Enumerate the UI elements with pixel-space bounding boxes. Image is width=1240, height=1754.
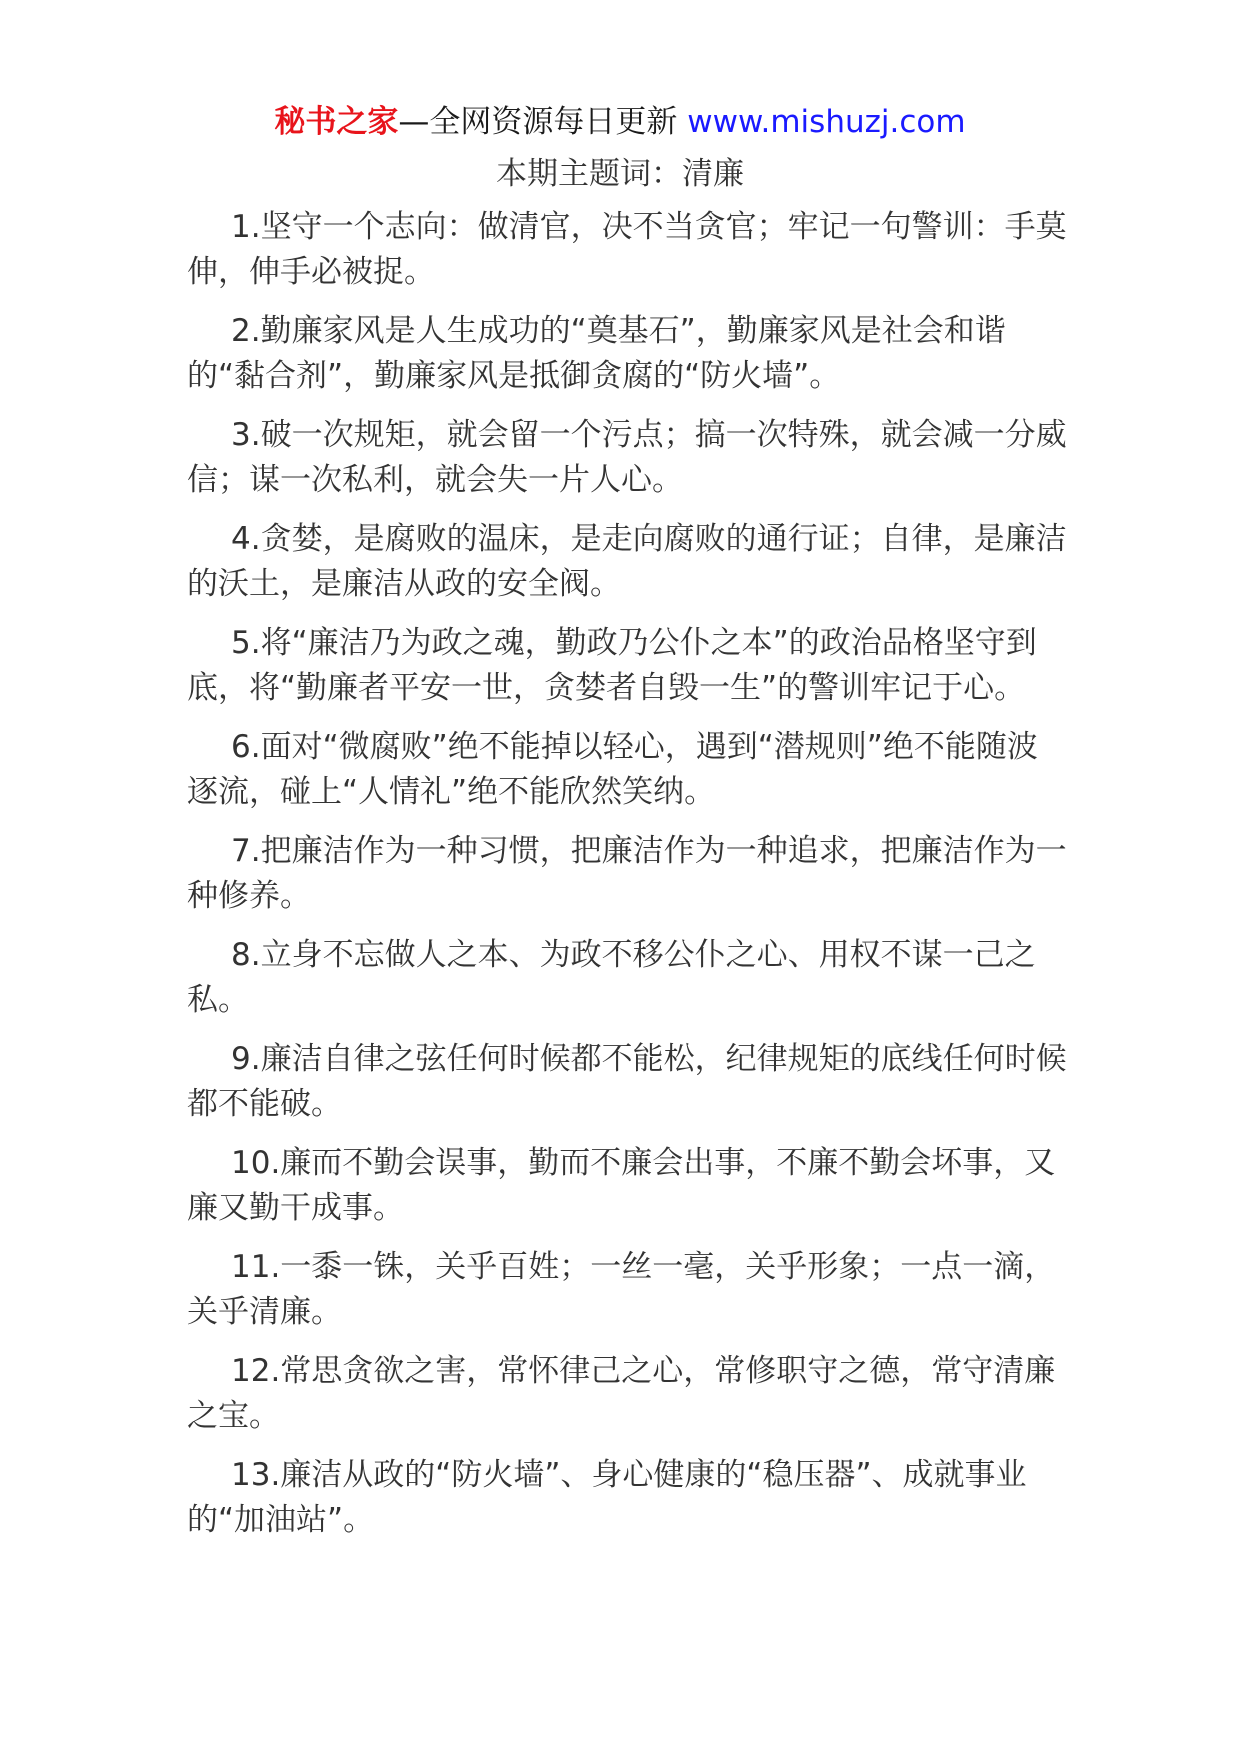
list-item: 8.立身不忘做人之本、为政不移公仆之心、用权不谋一己之私。 <box>187 937 1036 1018</box>
list-item: 7.把廉洁作为一种习惯，把廉洁作为一种追求，把廉洁作为一种修养。 <box>187 833 1067 914</box>
quote-list <box>187 205 1067 1557</box>
list-item: 10.廉而不勤会误事，勤而不廉会出事，不廉不勤会坏事，又廉又勤干成事。 <box>187 1145 1056 1226</box>
list-item: 6.面对“微腐败”绝不能掉以轻心，遇到“潜规则”绝不能随波逐流，碰上“人情礼”绝不能欣然笑纳。 <box>187 729 1038 810</box>
brand-name: 秘书之家 <box>274 104 399 140</box>
list-item: 13.廉洁从政的“防火墙”、身心健康的“稳压器”、成就事业的“加油站”。 <box>187 1457 1027 1538</box>
list-item: 4.贪婪，是腐败的温床，是走向腐败的通行证；自律，是廉洁的沃土，是廉洁从政的安全阀。 <box>187 521 1067 602</box>
list-item: 9.廉洁自律之弦任何时候都不能松，纪律规矩的底线任何时候都不能破。 <box>187 1041 1067 1122</box>
list-item: 11.一黍一铢，关乎百姓；一丝一毫，关乎形象；一点一滴，关乎清廉。 <box>187 1249 1056 1330</box>
site-url-link[interactable]: www.mishuzj.com <box>687 104 966 140</box>
list-item: 12.常思贪欲之害，常怀律己之心，常修职守之德，常守清廉之宝。 <box>187 1353 1056 1434</box>
list-item: 1.坚守一个志向：做清官，决不当贪官；牢记一句警训：手莫伸，伸手必被捉。 <box>187 209 1067 290</box>
page-header <box>0 100 1240 144</box>
topic-heading: 本期主题词：清廉 <box>496 156 744 192</box>
list-item: 5.将“廉洁乃为政之魂，勤政乃公仆之本”的政治品格坚守到底，将“勤廉者平安一世，贪婪者自毁一生”的警训牢记于心。 <box>187 625 1037 706</box>
header-slogan: —全网资源每日更新 <box>398 104 678 140</box>
list-item: 3.破一次规矩，就会留一个污点；搞一次特殊，就会减一分威信；谋一次私利，就会失一片人心。 <box>187 417 1067 498</box>
list-item: 2.勤廉家风是人生成功的“奠基石”，勤廉家风是社会和谐的“黏合剂”，勤廉家风是抵御贪腐的“防火墙”。 <box>187 313 1006 394</box>
